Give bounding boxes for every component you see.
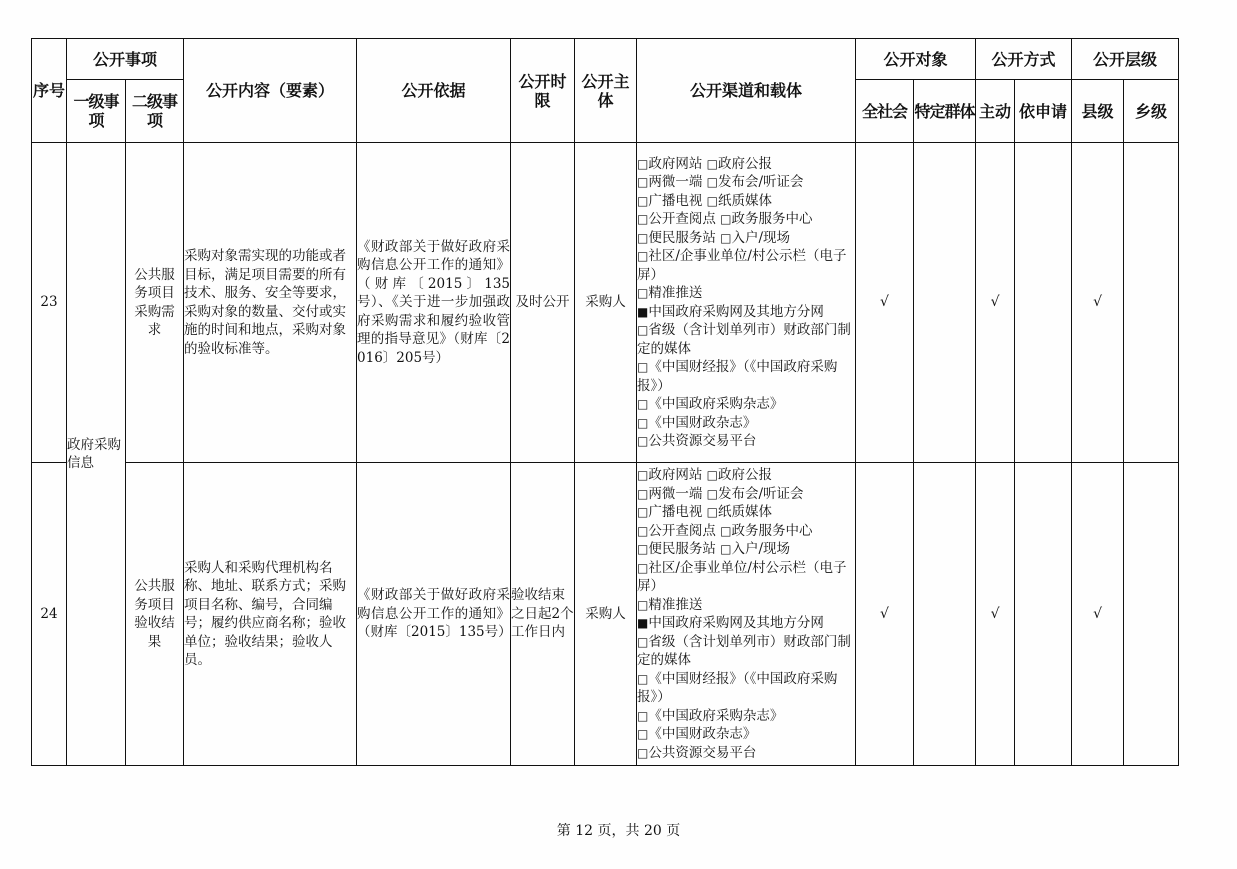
channel-item [637,303,855,322]
channel-option: □ 《中国财经报》（《中国政府采购报》） [637,671,837,706]
row-channels [637,143,856,463]
row-method-request [1015,143,1072,463]
channel-item [637,596,855,615]
header-channels: 公开渠道和载体 [637,39,856,143]
channel-option: □ 《中国政府采购杂志》 [637,396,783,412]
channel-item [637,559,855,596]
channel-option: □ 《中国财政杂志》 [637,726,756,742]
header-basis: 公开依据 [357,39,511,143]
channel-item [637,633,855,670]
header-method-request: 依申请 [1015,80,1072,143]
row-channels [637,463,856,766]
row-level-county: √ [1072,463,1124,766]
channel-item [637,358,855,395]
channel-option: □ 政务服务中心 [720,523,812,539]
row-seq: 24 [32,463,67,766]
header-level1: 一级事项 [67,80,126,143]
row-level-township [1124,143,1179,463]
channel-option: □ 便民服务站 [637,541,720,557]
channel-item [637,247,855,284]
row-level2: 公共服务项目验收结果 [126,463,184,766]
channel-item [637,432,855,451]
row-timelimit: 及时公开 [511,143,575,463]
header-level-county: 县级 [1072,80,1124,143]
channel-option: ■ 中国政府采购网及其地方分网 [637,304,824,320]
channel-option: □ 入户/现场 [720,541,790,557]
header-row-1 [32,39,1179,80]
channel-item [637,744,855,763]
row-subject: 采购人 [575,143,637,463]
channel-option: □ 发布会/听证会 [707,174,804,190]
disclosure-table [31,38,1179,766]
channel-item [637,414,855,433]
channel-option: □ 《中国政府采购杂志》 [637,708,783,724]
channel-item [637,522,855,541]
channel-option: □ 省级（含计划单列市）财政部门制定的媒体 [637,634,851,669]
channel-item [637,210,855,229]
channel-option: □ 精准推送 [637,597,702,613]
channel-option: □ 便民服务站 [637,230,720,246]
row-content: 采购人和采购代理机构名称、地址、联系方式；采购项目名称、编号，合同编号；履约供应商名称；验收单位；验收结果；验收人员。 [184,463,357,766]
channel-option: □ 省级（含计划单列市）财政部门制定的媒体 [637,322,851,357]
channel-option: □ 两微一端 [637,486,707,502]
channel-option: □ 社区/企事业单位/村公示栏（电子屏） [637,248,846,283]
channel-item [637,614,855,633]
channel-option: □ 社区/企事业单位/村公示栏（电子屏） [637,560,846,595]
channel-option: □ 政府网站 [637,467,707,483]
channel-option: □ 广播电视 [637,504,707,520]
channel-option: □ 公开查阅点 [637,523,720,539]
header-level2: 二级事项 [126,80,184,143]
header-subject: 公开主体 [575,39,637,143]
row-level2: 公共服务项目采购需求 [126,143,184,463]
header-audience: 公开对象 [856,39,976,80]
channel-option: □ 入户/现场 [720,230,790,246]
channel-option: □ 广播电视 [637,193,707,209]
channel-option: □ 《中国财经报》（《中国政府采购报》） [637,359,837,394]
channel-item [637,155,855,174]
channel-option: □ 精准推送 [637,285,702,301]
channel-option: □ 政府公报 [707,156,772,172]
channel-item [637,229,855,248]
row-method-active: √ [976,143,1015,463]
channel-item [637,192,855,211]
header-audience-all: 全社会 [856,80,914,143]
channel-item [637,707,855,726]
channel-option: □ 政府公报 [707,467,772,483]
row-basis: 《财政部关于做好政府采购信息公开工作的通知》（财库〔2015〕135号） [357,463,511,766]
channel-item [637,540,855,559]
channel-option: □ 纸质媒体 [707,504,772,520]
channel-option: □ 《中国财政杂志》 [637,415,756,431]
header-timelimit: 公开时限 [511,39,575,143]
table-row [32,463,1179,766]
header-content: 公开内容（要素） [184,39,357,143]
channel-item [637,321,855,358]
header-level-township: 乡级 [1124,80,1179,143]
channel-item [637,670,855,707]
channel-option: □ 公共资源交易平台 [637,433,756,449]
header-method-active: 主动 [976,80,1015,143]
channel-item [637,395,855,414]
row-method-request [1015,463,1072,766]
header-audience-specific: 特定群体 [914,80,976,143]
channel-option: ■ 中国政府采购网及其地方分网 [637,615,824,631]
row-basis: 《财政部关于做好政府采购信息公开工作的通知》（财库〔2015〕135号）、《关于进一步加强政府采购需求和履约验收管理的指导意见》（财库〔2016〕205号） [357,143,511,463]
page-footer: 第 12 页，共 20 页 [556,823,681,839]
row-subject: 采购人 [575,463,637,766]
channel-list [637,155,855,451]
row-content: 采购对象需实现的功能或者目标，满足项目需要的所有技术、服务、安全等要求，采购对象的数量、交付或实施的时间和地点，采购对象的验收标准等。 [184,143,357,463]
channel-list [637,466,855,762]
row-audience-specific [914,463,976,766]
row-method-active: √ [976,463,1015,766]
channel-option: □ 政府网站 [637,156,707,172]
channel-option: □ 两微一端 [637,174,707,190]
channel-item [637,284,855,303]
channel-item [637,725,855,744]
level1-cell: 政府采购信息 [67,143,126,766]
header-seq: 序号 [32,39,67,143]
row-seq: 23 [32,143,67,463]
channel-option: □ 公共资源交易平台 [637,745,756,761]
channel-item [637,485,855,504]
channel-option: □ 纸质媒体 [707,193,772,209]
header-level: 公开层级 [1072,39,1179,80]
channel-option: □ 发布会/听证会 [707,486,804,502]
channel-item [637,503,855,522]
header-method: 公开方式 [976,39,1072,80]
table-row [32,143,1179,463]
row-timelimit: 验收结束之日起2个工作日内 [511,463,575,766]
channel-option: □ 公开查阅点 [637,211,720,227]
header-items: 公开事项 [67,39,184,80]
row-audience-all: √ [856,463,914,766]
channel-item [637,466,855,485]
row-level-county: √ [1072,143,1124,463]
row-audience-specific [914,143,976,463]
row-level-township [1124,463,1179,766]
channel-item [637,173,855,192]
row-audience-all: √ [856,143,914,463]
channel-option: □ 政务服务中心 [720,211,812,227]
